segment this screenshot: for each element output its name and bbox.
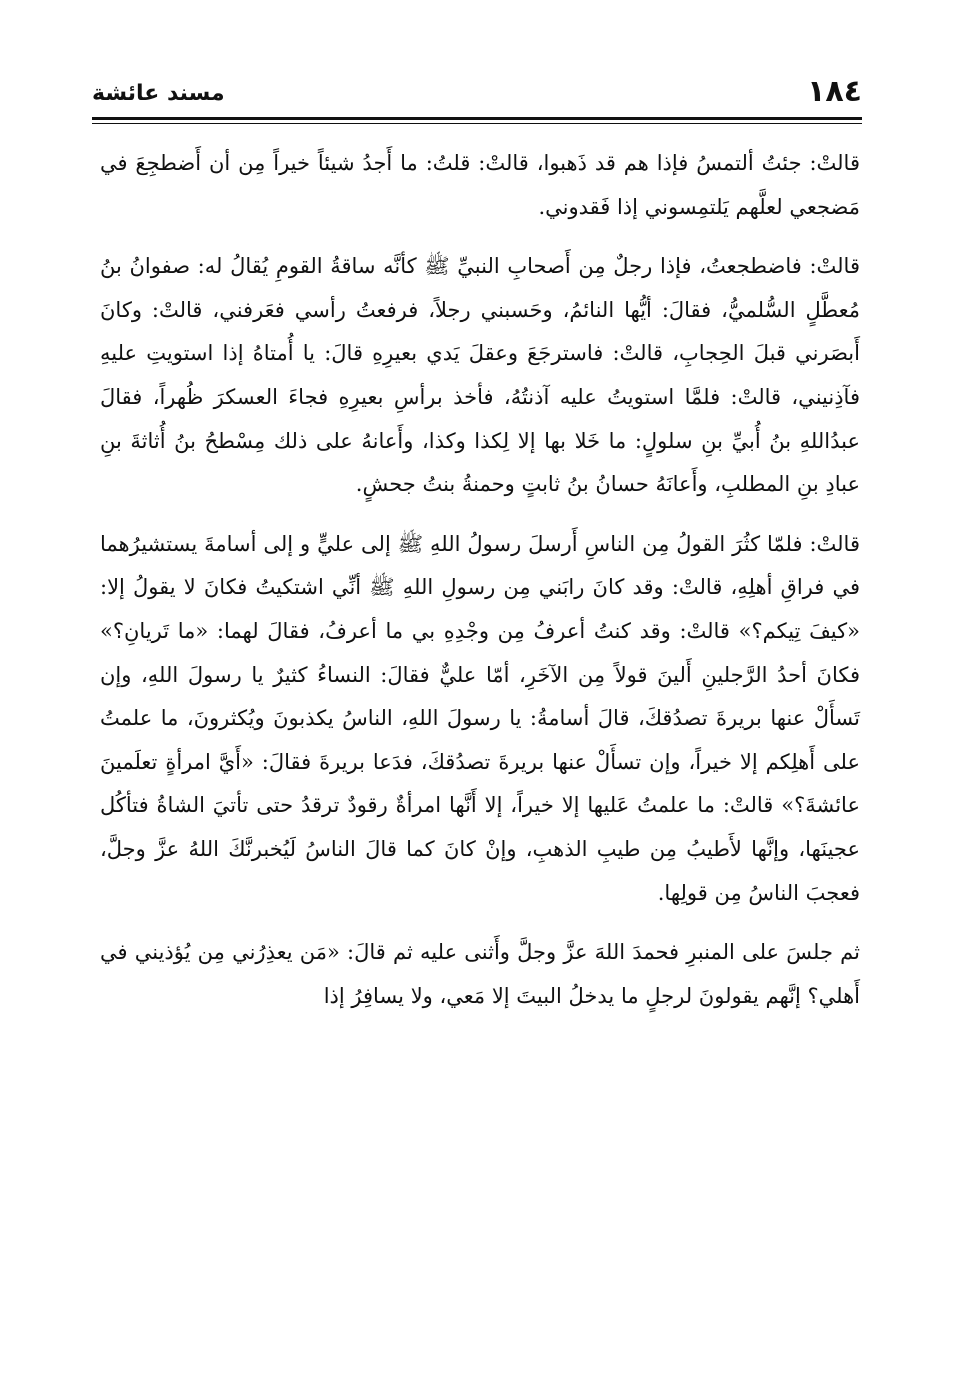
page-number: ١٨٤ [807, 74, 862, 109]
header-divider [92, 117, 862, 120]
header-divider-thin [92, 123, 862, 124]
paragraph: قالتْ: فاضطجعتُ، فإذا رجلٌ مِن أَصحابِ النبيِّ ﷺ كأنَّه ساقةُ القومِ يُقالُ له: صفوانُ بنُ مُعطَّلٍ السُّلميُّ، فقالَ: أيُّها النائمُ، وحَسبني رجلاً، فرفعتُ رأسي فعَرفني، قالتْ: وكانَ أَبصَرني قبلَ الحِجابِ، قالتْ: فاسترجَعَ وعقلَ يَدي بعيرِهِ قالَ: يا أُمتاهُ إذا استويتِ عليهِ فآذِنيني، قالتْ: فلمَّا استويتُ عليه آذنتُهُ، فأخذ برأسِ بعيرِهِ فجاءَ العسكرَ ظُهراً، فقالَ عبدُاللهِ بنُ أُبيِّ بنِ سلولٍ: ما خَلا بها إلا لِكذا وكذا، وأَعانهُ على ذلك مِسْطحُ بنُ أُثاثةَ بنِ عبادِ بنِ المطلبِ، وأَعانَهُ حسانُ بنُ ثابتٍ وحمنةُ بنتُ جحشٍ. [100, 254, 860, 497]
page-header [92, 72, 862, 116]
paragraph: قالتْ: فلمّا كثُرَ القولُ مِن الناسِ أَرسلَ رسولُ اللهِ ﷺ إلى عليٍّ و إلى أسامةَ يستشيرُهما في فراقِ أهلِهِ، قالتْ: وقد كانَ رابَني مِن رسولِ اللهِ ﷺ أنِّي اشتكيتُ فكانَ لا يقولُ إلا: «كيفَ تِيكم؟» قالتْ: وقد كنتُ أعرفُ مِن وجْدِهِ بي ما أعرفُ، فقالَ لهما: «ما تَريانِ؟» فكانَ أحدُ الرَّجلينِ أَلينَ قولاً مِن الآخَرِ، أمّا عليٌّ فقالَ: النساءُ كثيرٌ يا رسولَ اللهِ، وإن تَسأَلْ عنها بريرةَ تصدُقكَ، قالَ أسامةُ: يا رسولَ اللهِ، الناسُ يكذبونَ ويُكثرونَ، ما علمتُ على أَهلِكم إلا خيراً، وإن تسأَلْ عنها بريرةَ تصدُقكَ، فدَعا بريرةَ فقالَ: «أَيَّ امرأةٍ تعلَمينَ عائشةَ؟» قالتْ: ما علمتُ عَليها إلا خيراً، إلا أَنَّها امرأةٌ رقودٌ ترقدُ حتى تأتيَ الشاةُ فتأكُل عجينَها، وإنَّها لأَطيبُ مِن طيبِ الذهبِ، وإنْ كانَ كما قالَ الناسُ لَيُخبرنَّكَ اللهُ عزَّ وجلَّ، فعجبَ الناسُ مِن قولِها. [100, 531, 860, 905]
paragraph: قالتْ: جئتُ ألتمسُ فإذا هم قد ذَهبوا، قالتْ: قلتُ: ما أَجدُ شيئاً خيراً مِن أن أَضطجِعَ في مَضجعي لعلَّهم يَلتمِسوني إذا فَقدوني. [100, 151, 860, 219]
page-body [100, 142, 860, 1034]
paragraph: ثم جلسَ على المنبرِ فحمدَ اللهَ عزَّ وجلَّ وأَثنى عليه ثم قالَ: «مَن يعذِرُني مِن يُؤذيني في أَهلي؟ إنَّهم يقولونَ لرجلٍ ما يدخلُ البيتَ إلا مَعي، ولا يسافِرُ إذا [100, 940, 860, 1008]
running-title: مسند عائشة [92, 81, 225, 106]
